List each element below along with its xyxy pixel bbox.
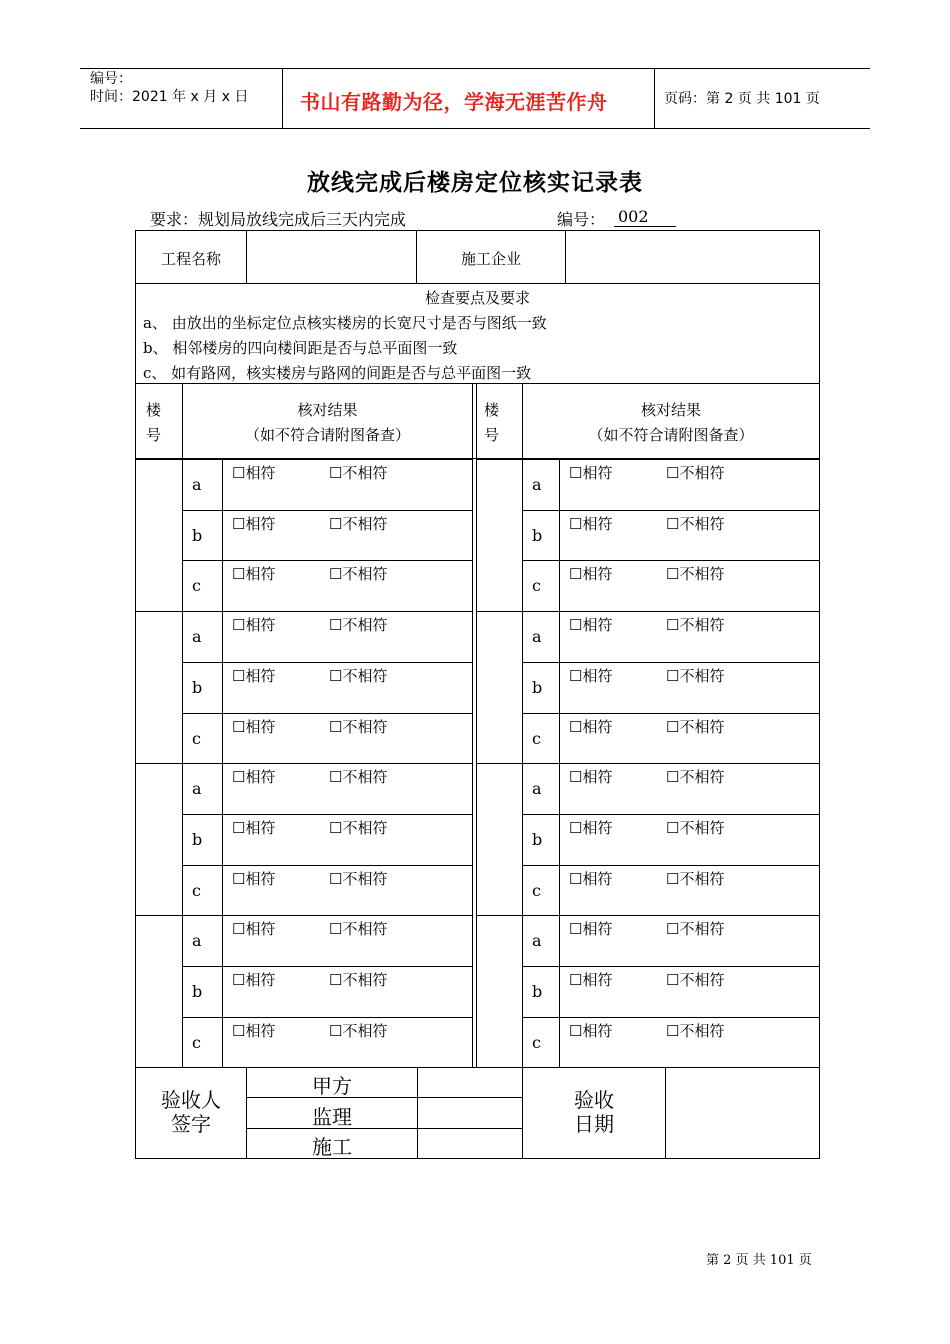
grid-line bbox=[182, 915, 183, 1067]
match-checkbox[interactable]: ☐相符 bbox=[232, 565, 276, 583]
nomatch-checkbox[interactable]: ☐不相符 bbox=[329, 616, 388, 634]
grid-line bbox=[182, 459, 183, 611]
header-time: 时间：2021 年 x 月 x 日 bbox=[90, 89, 249, 105]
row-letter: a bbox=[532, 779, 542, 798]
row-letter: c bbox=[532, 729, 541, 748]
sign-label-line1: 验收人 bbox=[161, 1088, 221, 1112]
nomatch-checkbox[interactable]: ☐不相符 bbox=[666, 464, 725, 482]
header-page-number: 页码：第 2 页 共 101 页 bbox=[664, 91, 820, 107]
doc-number-text: 002 bbox=[618, 207, 649, 226]
grid-line bbox=[222, 459, 223, 611]
match-checkbox[interactable]: ☐相符 bbox=[569, 667, 613, 685]
nomatch-checkbox[interactable]: ☐不相符 bbox=[666, 515, 725, 533]
row-letter: b bbox=[192, 982, 203, 1001]
match-checkbox[interactable]: ☐相符 bbox=[569, 920, 613, 938]
sign-party-contractor: 施工 bbox=[312, 1135, 352, 1159]
sign-label bbox=[136, 1088, 246, 1136]
grid-line bbox=[135, 763, 472, 764]
row-letter: b bbox=[532, 982, 543, 1001]
row-letter: b bbox=[532, 526, 543, 545]
match-checkbox[interactable]: ☐相符 bbox=[569, 616, 613, 634]
match-checkbox[interactable]: ☐相符 bbox=[569, 718, 613, 736]
grid-line bbox=[182, 713, 472, 714]
row-letter: a bbox=[532, 627, 542, 646]
date-label-line2: 日期 bbox=[574, 1112, 614, 1136]
building-number-field[interactable] bbox=[136, 612, 182, 762]
header-top-rule bbox=[80, 68, 870, 69]
row-letter: b bbox=[532, 678, 543, 697]
match-checkbox[interactable]: ☐相符 bbox=[232, 718, 276, 736]
grid-line bbox=[135, 283, 820, 284]
grid-line bbox=[522, 966, 819, 967]
grid-line bbox=[559, 459, 560, 611]
match-checkbox[interactable]: ☐相符 bbox=[232, 464, 276, 482]
nomatch-checkbox[interactable]: ☐不相符 bbox=[666, 870, 725, 888]
nomatch-checkbox[interactable]: ☐不相符 bbox=[666, 565, 725, 583]
project-name-field[interactable] bbox=[247, 231, 415, 283]
sign-party-owner: 甲方 bbox=[312, 1074, 352, 1098]
date-label bbox=[523, 1088, 665, 1136]
col-result-note: （如不符合请附图备查） bbox=[244, 426, 410, 444]
row-letter: c bbox=[192, 576, 201, 595]
nomatch-checkbox[interactable]: ☐不相符 bbox=[329, 920, 388, 938]
building-number-field[interactable] bbox=[477, 612, 522, 762]
match-checkbox[interactable]: ☐相符 bbox=[232, 819, 276, 837]
grid-line bbox=[135, 459, 472, 460]
grid-line bbox=[135, 611, 472, 612]
col-building-char1: 楼 bbox=[146, 401, 162, 419]
match-checkbox[interactable]: ☐相符 bbox=[232, 768, 276, 786]
grid-line bbox=[476, 763, 819, 764]
building-number-field[interactable] bbox=[136, 916, 182, 1066]
match-checkbox[interactable]: ☐相符 bbox=[569, 870, 613, 888]
table-border bbox=[135, 1158, 820, 1159]
header-number-label: 编号： bbox=[90, 71, 132, 87]
col-result-title: 核对结果 bbox=[297, 401, 358, 419]
nomatch-checkbox[interactable]: ☐不相符 bbox=[666, 616, 725, 634]
row-letter: a bbox=[192, 627, 202, 646]
company-label: 施工企业 bbox=[460, 250, 521, 268]
row-letter: c bbox=[192, 729, 201, 748]
header-divider bbox=[654, 68, 655, 129]
row-letter: c bbox=[192, 881, 201, 900]
header-motto: 书山有路勤为径，学海无涯苦作舟 bbox=[300, 90, 608, 114]
sign-field-contractor[interactable] bbox=[418, 1129, 522, 1158]
row-letter: b bbox=[192, 526, 203, 545]
grid-line bbox=[135, 915, 472, 916]
grid-line bbox=[182, 611, 183, 763]
row-letter: a bbox=[192, 931, 202, 950]
building-number-field[interactable] bbox=[477, 764, 522, 914]
grid-line bbox=[522, 459, 523, 611]
row-letter: b bbox=[192, 678, 203, 697]
nomatch-checkbox[interactable]: ☐不相符 bbox=[329, 1022, 388, 1040]
building-number-field[interactable] bbox=[136, 460, 182, 610]
match-checkbox[interactable]: ☐相符 bbox=[569, 768, 613, 786]
match-checkbox[interactable]: ☐相符 bbox=[569, 515, 613, 533]
match-checkbox[interactable]: ☐相符 bbox=[569, 1022, 613, 1040]
row-letter: c bbox=[532, 1033, 541, 1052]
grid-line bbox=[182, 865, 472, 866]
grid-line bbox=[559, 915, 560, 1067]
grid-line bbox=[182, 966, 472, 967]
grid-line bbox=[182, 814, 472, 815]
nomatch-checkbox[interactable]: ☐不相符 bbox=[666, 920, 725, 938]
check-title: 检查要点及要求 bbox=[424, 289, 530, 307]
nomatch-checkbox[interactable]: ☐不相符 bbox=[666, 718, 725, 736]
nomatch-checkbox[interactable]: ☐不相符 bbox=[329, 718, 388, 736]
nomatch-checkbox[interactable]: ☐不相符 bbox=[329, 515, 388, 533]
project-name-label: 工程名称 bbox=[160, 250, 221, 268]
nomatch-checkbox[interactable]: ☐不相符 bbox=[666, 971, 725, 989]
match-checkbox[interactable]: ☐相符 bbox=[232, 616, 276, 634]
row-letter: a bbox=[532, 475, 542, 494]
check-item-a: a、 由放出的坐标定位点核实楼房的长宽尺寸是否与图纸一致 bbox=[143, 314, 547, 332]
nomatch-checkbox[interactable]: ☐不相符 bbox=[329, 565, 388, 583]
table-border bbox=[819, 230, 820, 1159]
match-checkbox[interactable]: ☐相符 bbox=[569, 971, 613, 989]
doc-number-value bbox=[614, 207, 676, 227]
footer-page-number: 第 2 页 共 101 页 bbox=[706, 1253, 812, 1268]
building-number-field[interactable] bbox=[136, 764, 182, 914]
grid-line bbox=[522, 865, 819, 866]
building-number-field[interactable] bbox=[477, 916, 522, 1066]
row-letter: a bbox=[192, 475, 202, 494]
row-letter: c bbox=[532, 881, 541, 900]
company-field[interactable] bbox=[566, 231, 818, 283]
sign-field-supervisor[interactable] bbox=[418, 1098, 522, 1128]
grid-line bbox=[522, 1017, 819, 1018]
grid-line bbox=[476, 915, 819, 916]
date-label-line1: 验收 bbox=[574, 1088, 614, 1112]
sign-field-owner[interactable] bbox=[418, 1068, 522, 1097]
match-checkbox[interactable]: ☐相符 bbox=[569, 819, 613, 837]
grid-line bbox=[182, 510, 472, 511]
row-letter: a bbox=[532, 931, 542, 950]
nomatch-checkbox[interactable]: ☐不相符 bbox=[666, 1022, 725, 1040]
col-building-char1: 楼 bbox=[484, 401, 500, 419]
grid-line bbox=[522, 611, 523, 763]
sign-label-line2: 签字 bbox=[171, 1112, 211, 1136]
sign-party-supervisor: 监理 bbox=[312, 1105, 352, 1129]
match-checkbox[interactable]: ☐相符 bbox=[232, 1022, 276, 1040]
grid-line bbox=[522, 814, 819, 815]
nomatch-checkbox[interactable]: ☐不相符 bbox=[329, 768, 388, 786]
page-title: 放线完成后楼房定位核实记录表 bbox=[307, 169, 643, 196]
grid-line bbox=[522, 713, 819, 714]
nomatch-checkbox[interactable]: ☐不相符 bbox=[666, 819, 725, 837]
match-checkbox[interactable]: ☐相符 bbox=[232, 971, 276, 989]
row-letter: c bbox=[192, 1033, 201, 1052]
col-result-note: （如不符合请附图备查） bbox=[588, 426, 754, 444]
grid-line bbox=[182, 383, 183, 459]
nomatch-checkbox[interactable]: ☐不相符 bbox=[666, 768, 725, 786]
grid-line bbox=[522, 662, 819, 663]
grid-line bbox=[522, 510, 819, 511]
grid-line bbox=[182, 763, 183, 915]
grid-line bbox=[222, 763, 223, 915]
row-letter: b bbox=[192, 830, 203, 849]
nomatch-checkbox[interactable]: ☐不相符 bbox=[329, 870, 388, 888]
grid-line bbox=[522, 383, 523, 459]
grid-line bbox=[472, 383, 473, 1067]
match-checkbox[interactable]: ☐相符 bbox=[232, 667, 276, 685]
col-building-char2: 号 bbox=[146, 426, 162, 444]
col-result-title: 核对结果 bbox=[640, 401, 701, 419]
check-item-b: b、 相邻楼房的四向楼间距是否与总平面图一致 bbox=[143, 339, 458, 357]
match-checkbox[interactable]: ☐相符 bbox=[569, 464, 613, 482]
header-bottom-rule bbox=[80, 128, 870, 129]
grid-line bbox=[522, 915, 523, 1067]
grid-line bbox=[559, 763, 560, 915]
col-building-char2: 号 bbox=[484, 426, 500, 444]
date-field[interactable] bbox=[666, 1068, 819, 1158]
grid-line bbox=[476, 459, 819, 460]
grid-line bbox=[135, 383, 820, 384]
grid-line bbox=[559, 611, 560, 763]
grid-line bbox=[182, 560, 472, 561]
row-letter: a bbox=[192, 779, 202, 798]
nomatch-checkbox[interactable]: ☐不相符 bbox=[666, 667, 725, 685]
grid-line bbox=[182, 1017, 472, 1018]
nomatch-checkbox[interactable]: ☐不相符 bbox=[329, 464, 388, 482]
match-checkbox[interactable]: ☐相符 bbox=[232, 920, 276, 938]
grid-line bbox=[222, 611, 223, 763]
grid-line bbox=[182, 662, 472, 663]
requirement-text: 要求：规划局放线完成后三天内完成 bbox=[150, 210, 407, 229]
building-number-field[interactable] bbox=[477, 460, 522, 610]
grid-line bbox=[222, 915, 223, 1067]
nomatch-checkbox[interactable]: ☐不相符 bbox=[329, 667, 388, 685]
header-divider bbox=[282, 68, 283, 129]
doc-number-label: 编号： bbox=[557, 210, 606, 229]
grid-line bbox=[522, 560, 819, 561]
nomatch-checkbox[interactable]: ☐不相符 bbox=[329, 819, 388, 837]
match-checkbox[interactable]: ☐相符 bbox=[569, 565, 613, 583]
match-checkbox[interactable]: ☐相符 bbox=[232, 870, 276, 888]
check-item-c: c、 如有路网，核实楼房与路网的间距是否与总平面图一致 bbox=[143, 364, 532, 382]
row-letter: c bbox=[532, 576, 541, 595]
nomatch-checkbox[interactable]: ☐不相符 bbox=[329, 971, 388, 989]
grid-line bbox=[522, 763, 523, 915]
match-checkbox[interactable]: ☐相符 bbox=[232, 515, 276, 533]
grid-line bbox=[476, 611, 819, 612]
row-letter: b bbox=[532, 830, 543, 849]
